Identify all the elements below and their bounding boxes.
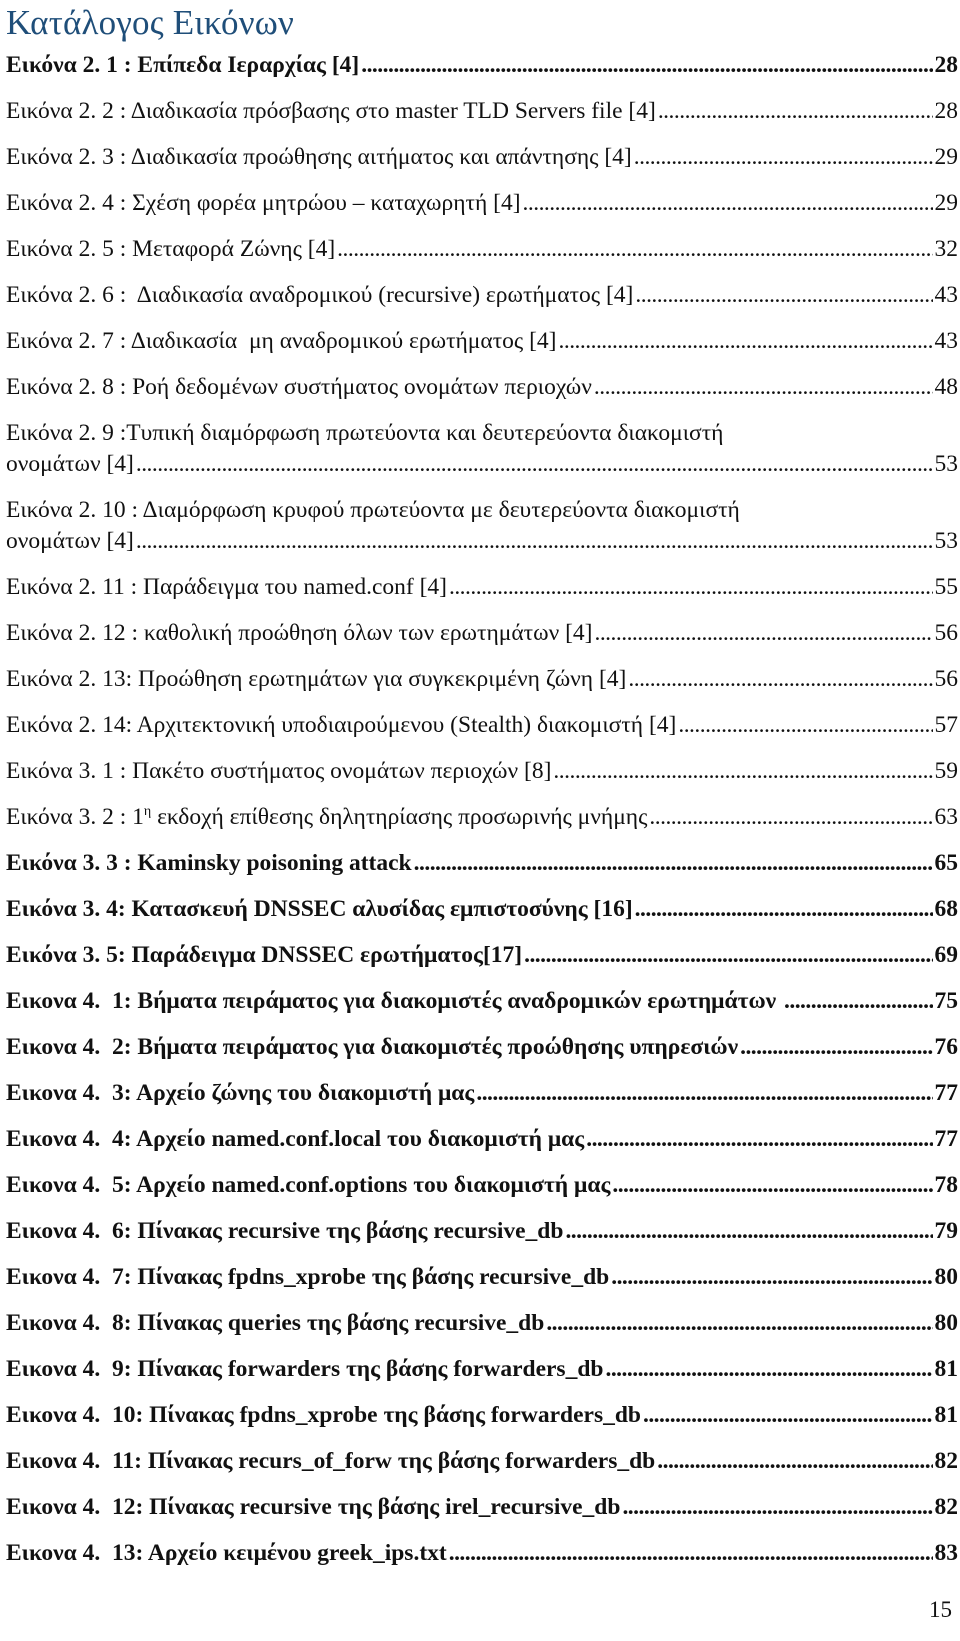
- toc-entry-page: 78: [934, 1172, 958, 1198]
- toc-entry-page: 56: [934, 666, 958, 692]
- dot-leader: [447, 572, 933, 603]
- dot-leader: [738, 1032, 932, 1063]
- toc-entry-label: Εικονα 4. 2: Βήματα πειράματος για διακομιστές προώθησης υπηρεσιών: [6, 1034, 739, 1060]
- toc-entry-label: Εικόνα 2. 6 : Διαδικασία αναδρομικού (recursive) ερωτήματος [4]: [6, 282, 634, 308]
- toc-entry-page: 48: [934, 374, 958, 400]
- toc-entry-page: 77: [934, 1080, 958, 1106]
- toc-entry-page: 79: [934, 1218, 958, 1244]
- toc-entry[interactable]: [6, 96, 958, 142]
- toc-entry-label: Εικόνα 2. 1 : Επίπεδα Ιεραρχίας [4]: [6, 52, 360, 78]
- toc-entry-label: Εικόνα 2. 14: Αρχιτεκτονική υποδιαιρούμενου (Stealth) διακομιστή [4]: [6, 712, 677, 738]
- toc-entry[interactable]: [6, 1032, 958, 1078]
- dot-leader: [626, 664, 932, 695]
- toc-entry-label: Εικονα 4. 10: Πίνακας fpdns_xprobe της βάσης forwarders_db: [6, 1402, 641, 1428]
- dot-leader: [544, 1308, 932, 1339]
- dot-leader: [633, 894, 933, 925]
- toc-entry-label: Εικόνα 2. 2 : Διαδικασία πρόσβασης στο master TLD Servers file [4]: [6, 98, 656, 124]
- toc-entry[interactable]: [6, 664, 958, 710]
- dot-leader: [447, 1538, 933, 1569]
- toc-entry-label: Εικονα 4. 3: Αρχείο ζώνης του διακομιστή μας: [6, 1080, 475, 1106]
- dot-leader: [584, 1124, 932, 1155]
- toc-entry[interactable]: [6, 710, 958, 756]
- toc-entry-label: Εικονα 4. 9: Πίνακας forwarders της βάσης forwarders_db: [6, 1356, 604, 1382]
- dot-leader: [609, 1262, 932, 1293]
- toc-entry-label-suffix: εκδοχή επίθεσης δηλητηρίασης προσωρινής μνήμης: [151, 804, 648, 830]
- dot-leader: [620, 1492, 932, 1523]
- toc-entry-label: Εικόνα 2. 13: Προώθηση ερωτημάτων για συγκεκριμένη ζώνη [4]: [6, 666, 627, 692]
- toc-entry-page: 63: [934, 804, 958, 830]
- toc-entry[interactable]: [6, 986, 958, 1032]
- toc-entry-superscript: η: [143, 804, 152, 820]
- dot-leader: [656, 96, 933, 127]
- toc-entry[interactable]: [6, 572, 958, 618]
- toc-entry-label: Εικονα 4. 11: Πίνακας recurs_of_forw της βάσης forwarders_db: [6, 1448, 656, 1474]
- toc-entry-page: 80: [934, 1264, 958, 1290]
- toc-entry-page: 43: [934, 328, 958, 354]
- toc-entry-label: Εικόνα 3. 3 : Kaminsky poisoning attack: [6, 850, 412, 876]
- toc-entry-page: 81: [934, 1356, 958, 1382]
- toc-entry-page: 76: [934, 1034, 958, 1060]
- dot-leader: [551, 756, 932, 787]
- toc-entry-page: 77: [934, 1126, 958, 1152]
- toc-entry-label: Εικονα 4. 5: Αρχείο named.conf.options του διακομιστή μας: [6, 1172, 611, 1198]
- table-of-figures: [6, 50, 958, 1584]
- dot-leader: [592, 372, 933, 403]
- toc-entry-page: 55: [934, 574, 958, 600]
- toc-entry-label: Εικονα 4. 13: Αρχείο κειμένου greek_ips.txt: [6, 1540, 447, 1566]
- toc-entry[interactable]: [6, 1492, 958, 1538]
- dot-leader: [522, 940, 932, 971]
- toc-entry-page: 75: [934, 988, 958, 1014]
- dot-leader: [632, 142, 933, 173]
- page-number: 15: [929, 1597, 952, 1622]
- toc-entry-page: 69: [934, 942, 958, 968]
- dot-leader: [563, 1216, 932, 1247]
- toc-entry[interactable]: [6, 1262, 958, 1308]
- dot-leader: [134, 526, 933, 557]
- page-title: Κατάλογος Εικόνων: [6, 3, 295, 42]
- toc-entry-page: 81: [934, 1402, 958, 1428]
- toc-entry-label: Εικονα 4. 8: Πίνακας queries της βάσης recursive_db: [6, 1310, 545, 1336]
- dot-leader: [603, 1354, 932, 1385]
- toc-entry-label: Εικόνα 2. 9 :Τυπική διαμόρφωση πρωτεύοντα και δευτερεύοντα διακομιστή: [6, 420, 724, 446]
- toc-entry[interactable]: [6, 618, 958, 664]
- toc-entry-label: Εικόνα 2. 12 : καθολική προώθηση όλων των ερωτημάτων [4]: [6, 620, 593, 646]
- toc-entry[interactable]: [6, 1308, 958, 1354]
- toc-entry[interactable]: [6, 326, 958, 372]
- toc-entry[interactable]: [6, 1354, 958, 1400]
- toc-entry[interactable]: [6, 894, 958, 940]
- dot-leader: [359, 50, 932, 81]
- dot-leader: [335, 234, 932, 265]
- toc-entry[interactable]: [6, 1216, 958, 1262]
- toc-entry[interactable]: [6, 1124, 958, 1170]
- dot-leader: [557, 326, 933, 357]
- toc-entry-page: 43: [934, 282, 958, 308]
- toc-entry-label: Εικονα 4. 12: Πίνακας recursive της βάσης irel_recursive_db: [6, 1494, 621, 1520]
- dot-leader: [655, 1446, 932, 1477]
- dot-leader: [592, 618, 932, 649]
- toc-entry-page: 29: [934, 144, 958, 170]
- toc-entry[interactable]: [6, 756, 958, 802]
- dot-leader: [641, 1400, 933, 1431]
- toc-entry-label: Εικόνα 2. 4 : Σχέση φορέα μητρώου – καταχωρητή [4]: [6, 190, 521, 216]
- toc-entry-page: 32: [934, 236, 958, 262]
- toc-entry[interactable]: [6, 1170, 958, 1216]
- toc-entry-label: Εικόνα 3. 1 : Πακέτο συστήματος ονομάτων περιοχών [8]: [6, 758, 552, 784]
- toc-entry[interactable]: [6, 802, 958, 848]
- toc-entry-page: 80: [934, 1310, 958, 1336]
- toc-entry-label-continuation: ονομάτων [4]: [6, 451, 134, 477]
- toc-entry-label: [6, 802, 647, 833]
- toc-entry-label: Εικόνα 2. 7 : Διαδικασία μη αναδρομικού ερωτήματος [4]: [6, 328, 557, 354]
- toc-entry-label: Εικόνα 3. 4: Κατασκευή DNSSEC αλυσίδας εμπιστοσύνης [16]: [6, 896, 633, 922]
- toc-entry-page: 59: [934, 758, 958, 784]
- toc-entry[interactable]: [6, 280, 958, 326]
- toc-entry[interactable]: [6, 50, 958, 96]
- toc-entry[interactable]: [6, 372, 958, 418]
- toc-entry[interactable]: [6, 1538, 958, 1584]
- dot-leader: [134, 449, 933, 480]
- dot-leader: [676, 710, 932, 741]
- toc-entry[interactable]: [6, 234, 958, 280]
- dot-leader: [633, 280, 932, 311]
- toc-entry-label: Εικόνα 2. 5 : Μεταφορά Ζώνης [4]: [6, 236, 336, 262]
- toc-entry-label: Εικόνα 3. 5: Παράδειγμα DNSSEC ερωτήματος[17]: [6, 942, 523, 968]
- toc-entry-label: Εικόνα 2. 11 : Παράδειγμα του named.conf [4]: [6, 574, 447, 600]
- toc-entry-page: 29: [934, 190, 958, 216]
- toc-entry[interactable]: [6, 848, 958, 894]
- dot-leader: [782, 986, 933, 1017]
- toc-entry[interactable]: [6, 1400, 958, 1446]
- toc-entry[interactable]: [6, 188, 958, 234]
- toc-entry[interactable]: [6, 418, 958, 495]
- toc-entry[interactable]: [6, 1446, 958, 1492]
- toc-entry-label: Εικονα 4. 1: Βήματα πειράματος για διακομιστές αναδρομικών ερωτημάτων: [6, 988, 782, 1014]
- toc-entry-page: 56: [934, 620, 958, 646]
- toc-entry-label: Εικόνα 2. 8 : Ροή δεδομένων συστήματος ονομάτων περιοχών: [6, 374, 592, 400]
- toc-entry[interactable]: [6, 495, 958, 572]
- toc-entry-label: Εικονα 4. 4: Αρχείο named.conf.local του διακομιστή μας: [6, 1126, 585, 1152]
- toc-entry-page: 82: [934, 1494, 958, 1520]
- toc-entry-page: 68: [934, 896, 958, 922]
- toc-entry-page: 53: [934, 528, 958, 554]
- toc-entry-label: Εικόνα 2. 10 : Διαμόρφωση κρυφού πρωτεύοντα με δευτερεύοντα διακομιστή: [6, 497, 740, 523]
- dot-leader: [412, 848, 933, 879]
- dot-leader: [521, 188, 933, 219]
- toc-entry-page: 65: [934, 850, 958, 876]
- toc-entry-page: 28: [934, 52, 958, 78]
- toc-entry-page: 83: [934, 1540, 958, 1566]
- toc-entry-label: Εικονα 4. 6: Πίνακας recursive της βάσης recursive_db: [6, 1218, 564, 1244]
- toc-entry-label: Εικονα 4. 7: Πίνακας fpdns_xprobe της βάσης recursive_db: [6, 1264, 610, 1290]
- dot-leader: [647, 802, 932, 833]
- toc-entry[interactable]: [6, 142, 958, 188]
- toc-entry-label-prefix: Εικόνα 3. 2 : 1: [6, 804, 144, 830]
- toc-entry-page: 57: [934, 712, 958, 738]
- toc-entry-page: 28: [934, 98, 958, 124]
- toc-entry-label-continuation: ονομάτων [4]: [6, 528, 134, 554]
- toc-entry-page: 82: [934, 1448, 958, 1474]
- dot-leader: [474, 1078, 932, 1109]
- toc-entry[interactable]: [6, 1078, 958, 1124]
- toc-entry-page: 53: [934, 451, 958, 477]
- toc-entry-label: Εικόνα 2. 3 : Διαδικασία προώθησης αιτήματος και απάντησης [4]: [6, 144, 632, 170]
- toc-entry[interactable]: [6, 940, 958, 986]
- dot-leader: [610, 1170, 932, 1201]
